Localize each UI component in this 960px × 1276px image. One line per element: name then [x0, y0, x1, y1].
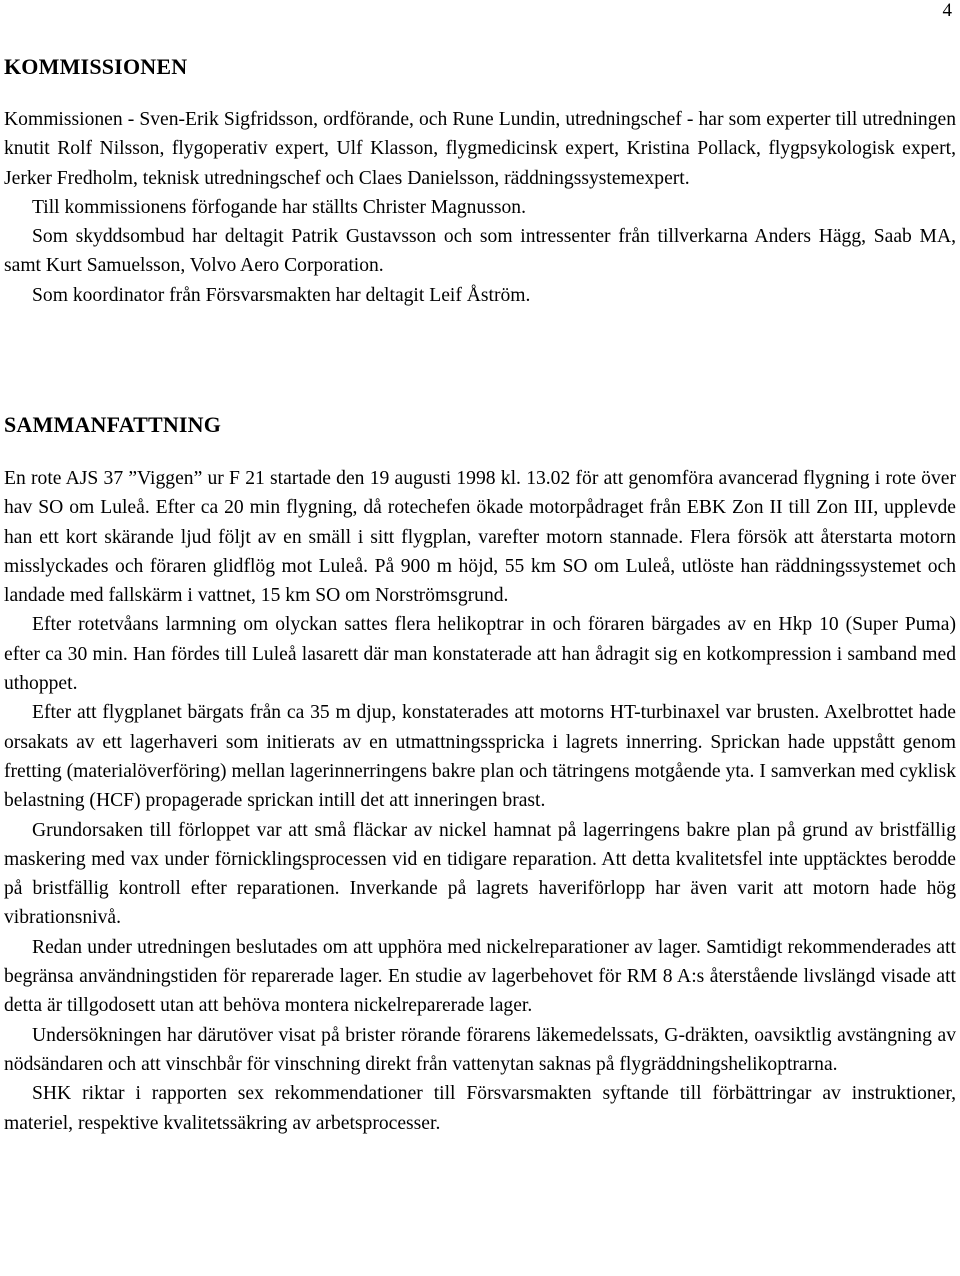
sammanfattning-heading: SAMMANFATTNING [4, 412, 222, 437]
page-number: 4 [942, 0, 952, 21]
sammanfattning-paragraph: En rote AJS 37 ”Viggen” ur F 21 startade den 19 augusti 1998 kl. 13.02 för att genomföra avancerad flygning i rote över hav SO om Luleå. Efter ca 20 min flygning, då rotechefen ökade motorpådraget från EBK Zon II till Zon III, upplevde han ett kort skärande ljud följt av en smäll i sitt flygplan, varefter motorn stannade. Flera försök att återstarta motorn misslyckades och föraren glidflög mot Luleå. På 900 m höjd, 55 km SO om Luleå, utlöste han räddningssystemet och landade med fallskärm i vattnet, 15 km SO om Norströmsgrund. [4, 468, 956, 607]
kommissionen-section [4, 52, 956, 310]
sammanfattning-paragraph: Efter att flygplanet bärgats från ca 35 m djup, konstaterades att motorns HT-turbinaxel var brusten. Axelbrottet hade orsakats av ett lagerhaveri som initierats av en utmattningsspricka i lagrets innerring. Sprickan hade uppstått genom fretting (materialöverföring) mellan lagerinnerringens bakre plan och tätringens motgående yta. I samverkan med cyklisk belastning (HCF) propagerade sprickan intill det att inneringen brast. [4, 702, 956, 812]
kommissionen-paragraph: Som koordinator från Försvarsmakten har deltagit Leif Åström. [32, 284, 531, 306]
kommissionen-paragraph: Som skyddsombud har deltagit Patrik Gustavsson och som intressenter från tillverkarna Anders Hägg, Saab MA, samt Kurt Samuelsson, Volvo Aero Corporation. [4, 226, 956, 277]
sammanfattning-section [4, 410, 956, 1138]
kommissionen-paragraph: Kommissionen - Sven-Erik Sigfridsson, ordförande, och Rune Lundin, utredningschef - har som experter till utredningen knutit Rolf Nilsson, flygoperativ expert, Ulf Klasson, flygmedicinsk expert, Kristina Pollack, flygpsykologisk expert, Jerker Fredholm, teknisk utredningschef och Claes Danielsson, räddningssystemexpert. [4, 109, 956, 189]
kommissionen-paragraph: Till kommissionens förfogande har ställts Christer Magnusson. [32, 196, 526, 218]
sammanfattning-paragraph: Grundorsaken till förloppet var att små fläckar av nickel hamnat på lagerringens bakre plan på grund av bristfällig maskering med vax under förnicklingsprocessen vid en tidigare reparation. Att detta kvalitetsfel inte upptäcktes berodde på bristfällig kontroll efter reparationen. Inverkande på lagrets haveriförlopp har även varit att motorn hade hög vibrationsnivå. [4, 819, 956, 929]
sammanfattning-paragraph: SHK riktar i rapporten sex rekommendationer till Försvarsmakten syftande till förbättringar av instruktioner, materiel, respektive kvalitetssäkring av arbetsprocesser. [4, 1083, 956, 1134]
kommissionen-body [4, 105, 956, 310]
sammanfattning-paragraph: Redan under utredningen beslutades om att upphöra med nickelreparationer av lager. Samtidigt rekommenderades att begränsa användningstiden för reparerade lager. En studie av lagerbehovet för RM 8 A:s återstående livslängd visade att detta är tillgodosett utan att behöva montera nickelreparerade lager. [4, 936, 956, 1017]
sammanfattning-paragraph: Undersökningen har därutöver visat på brister rörande förarens läkemedelssats, G-dräkten, oavsiktlig avstängning av nödsändaren och att vinschbår för vinschning direkt från vattenytan saknas på flygräddningshelikoptrarna. [4, 1024, 956, 1075]
sammanfattning-body [4, 464, 956, 1138]
kommissionen-heading: KOMMISSIONEN [4, 54, 188, 79]
sammanfattning-paragraph: Efter rotetvåans larmning om olyckan sattes flera helikoptrar in och föraren bärgades av en Hkp 10 (Super Puma) efter ca 30 min. Han fördes till Luleå lasarett där man konstaterade att han ådragit sig en kotkompression i samband med uthoppet. [4, 614, 956, 695]
